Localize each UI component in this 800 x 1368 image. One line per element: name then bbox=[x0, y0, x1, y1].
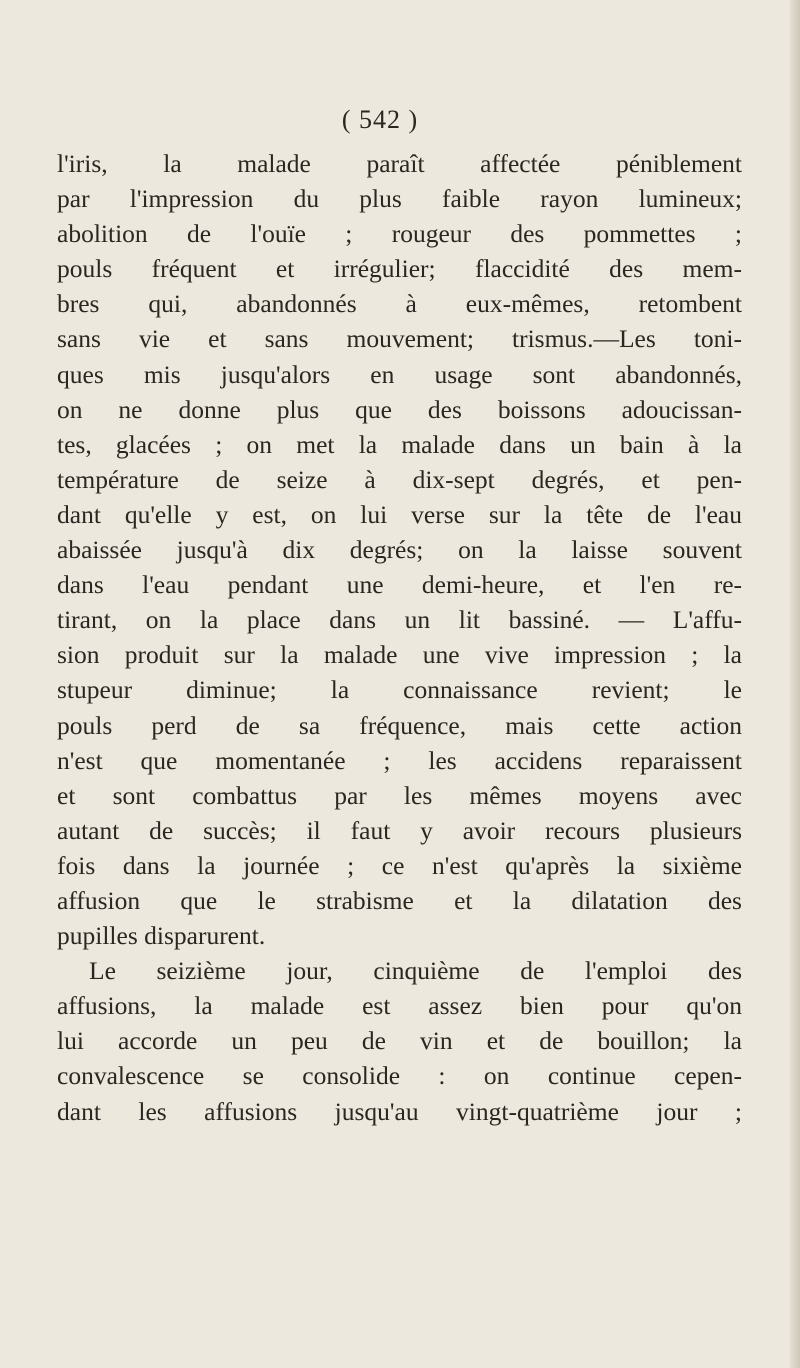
text-line: stupeur diminue; la connaissance revient; le bbox=[57, 675, 742, 705]
text-line: affusions, la malade est assez bien pour qu'on bbox=[57, 991, 742, 1021]
page-number: ( 542 ) bbox=[341, 105, 419, 134]
text-line: pupilles disparurent. bbox=[57, 921, 266, 951]
text-line: et sont combattus par les mêmes moyens avec bbox=[57, 780, 742, 810]
text-line: par l'impression du plus faible rayon lumineux; bbox=[57, 184, 742, 214]
text-line: dant qu'elle y est, on lui verse sur la tête de l'eau bbox=[57, 499, 742, 529]
text-line: Le seizième jour, cinquième de l'emploi des bbox=[89, 956, 742, 986]
text-line: sion produit sur la malade une vive impression ; la bbox=[57, 640, 742, 670]
body-text bbox=[57, 146, 742, 1129]
text-line: tes, glacées ; on met la malade dans un bain à la bbox=[57, 429, 742, 459]
text-line: ques mis jusqu'alors en usage sont abandonnés, bbox=[57, 359, 742, 389]
text-line: sans vie et sans mouvement; trismus.—Les toni- bbox=[57, 324, 742, 354]
page-edge bbox=[790, 0, 800, 1368]
text-line: pouls fréquent et irrégulier; flaccidité des mem- bbox=[57, 254, 742, 284]
text-line: n'est que momentanée ; les accidens reparaissent bbox=[57, 745, 742, 775]
text-line: pouls perd de sa fréquence, mais cette action bbox=[57, 710, 742, 740]
text-line: abaissée jusqu'à dix degrés; on la laisse souvent bbox=[57, 535, 742, 565]
text-line: autant de succès; il faut y avoir recours plusieurs bbox=[57, 815, 742, 845]
text-line: affusion que le strabisme et la dilatation des bbox=[57, 885, 742, 915]
text-line: fois dans la journée ; ce n'est qu'après la sixième bbox=[57, 850, 742, 880]
text-line: bres qui, abandonnés à eux-mêmes, retombent bbox=[57, 289, 742, 319]
text-line: température de seize à dix-sept degrés, et pen- bbox=[57, 464, 742, 494]
text-line: l'iris, la malade paraît affectée péniblement bbox=[57, 149, 742, 178]
text-line: on ne donne plus que des boissons adoucissan- bbox=[57, 394, 742, 424]
text-line: convalescence se consolide : on continue cepen- bbox=[57, 1061, 742, 1091]
text-line: tirant, on la place dans un lit bassiné. — L'affu- bbox=[57, 605, 742, 635]
text-line: lui accorde un peu de vin et de bouillon; la bbox=[57, 1026, 742, 1056]
text-line: dant les affusions jusqu'au vingt-quatrième jour ; bbox=[57, 1096, 742, 1126]
text-line: abolition de l'ouïe ; rougeur des pommettes ; bbox=[57, 219, 742, 249]
text-line: dans l'eau pendant une demi-heure, et l'en re- bbox=[57, 570, 742, 600]
